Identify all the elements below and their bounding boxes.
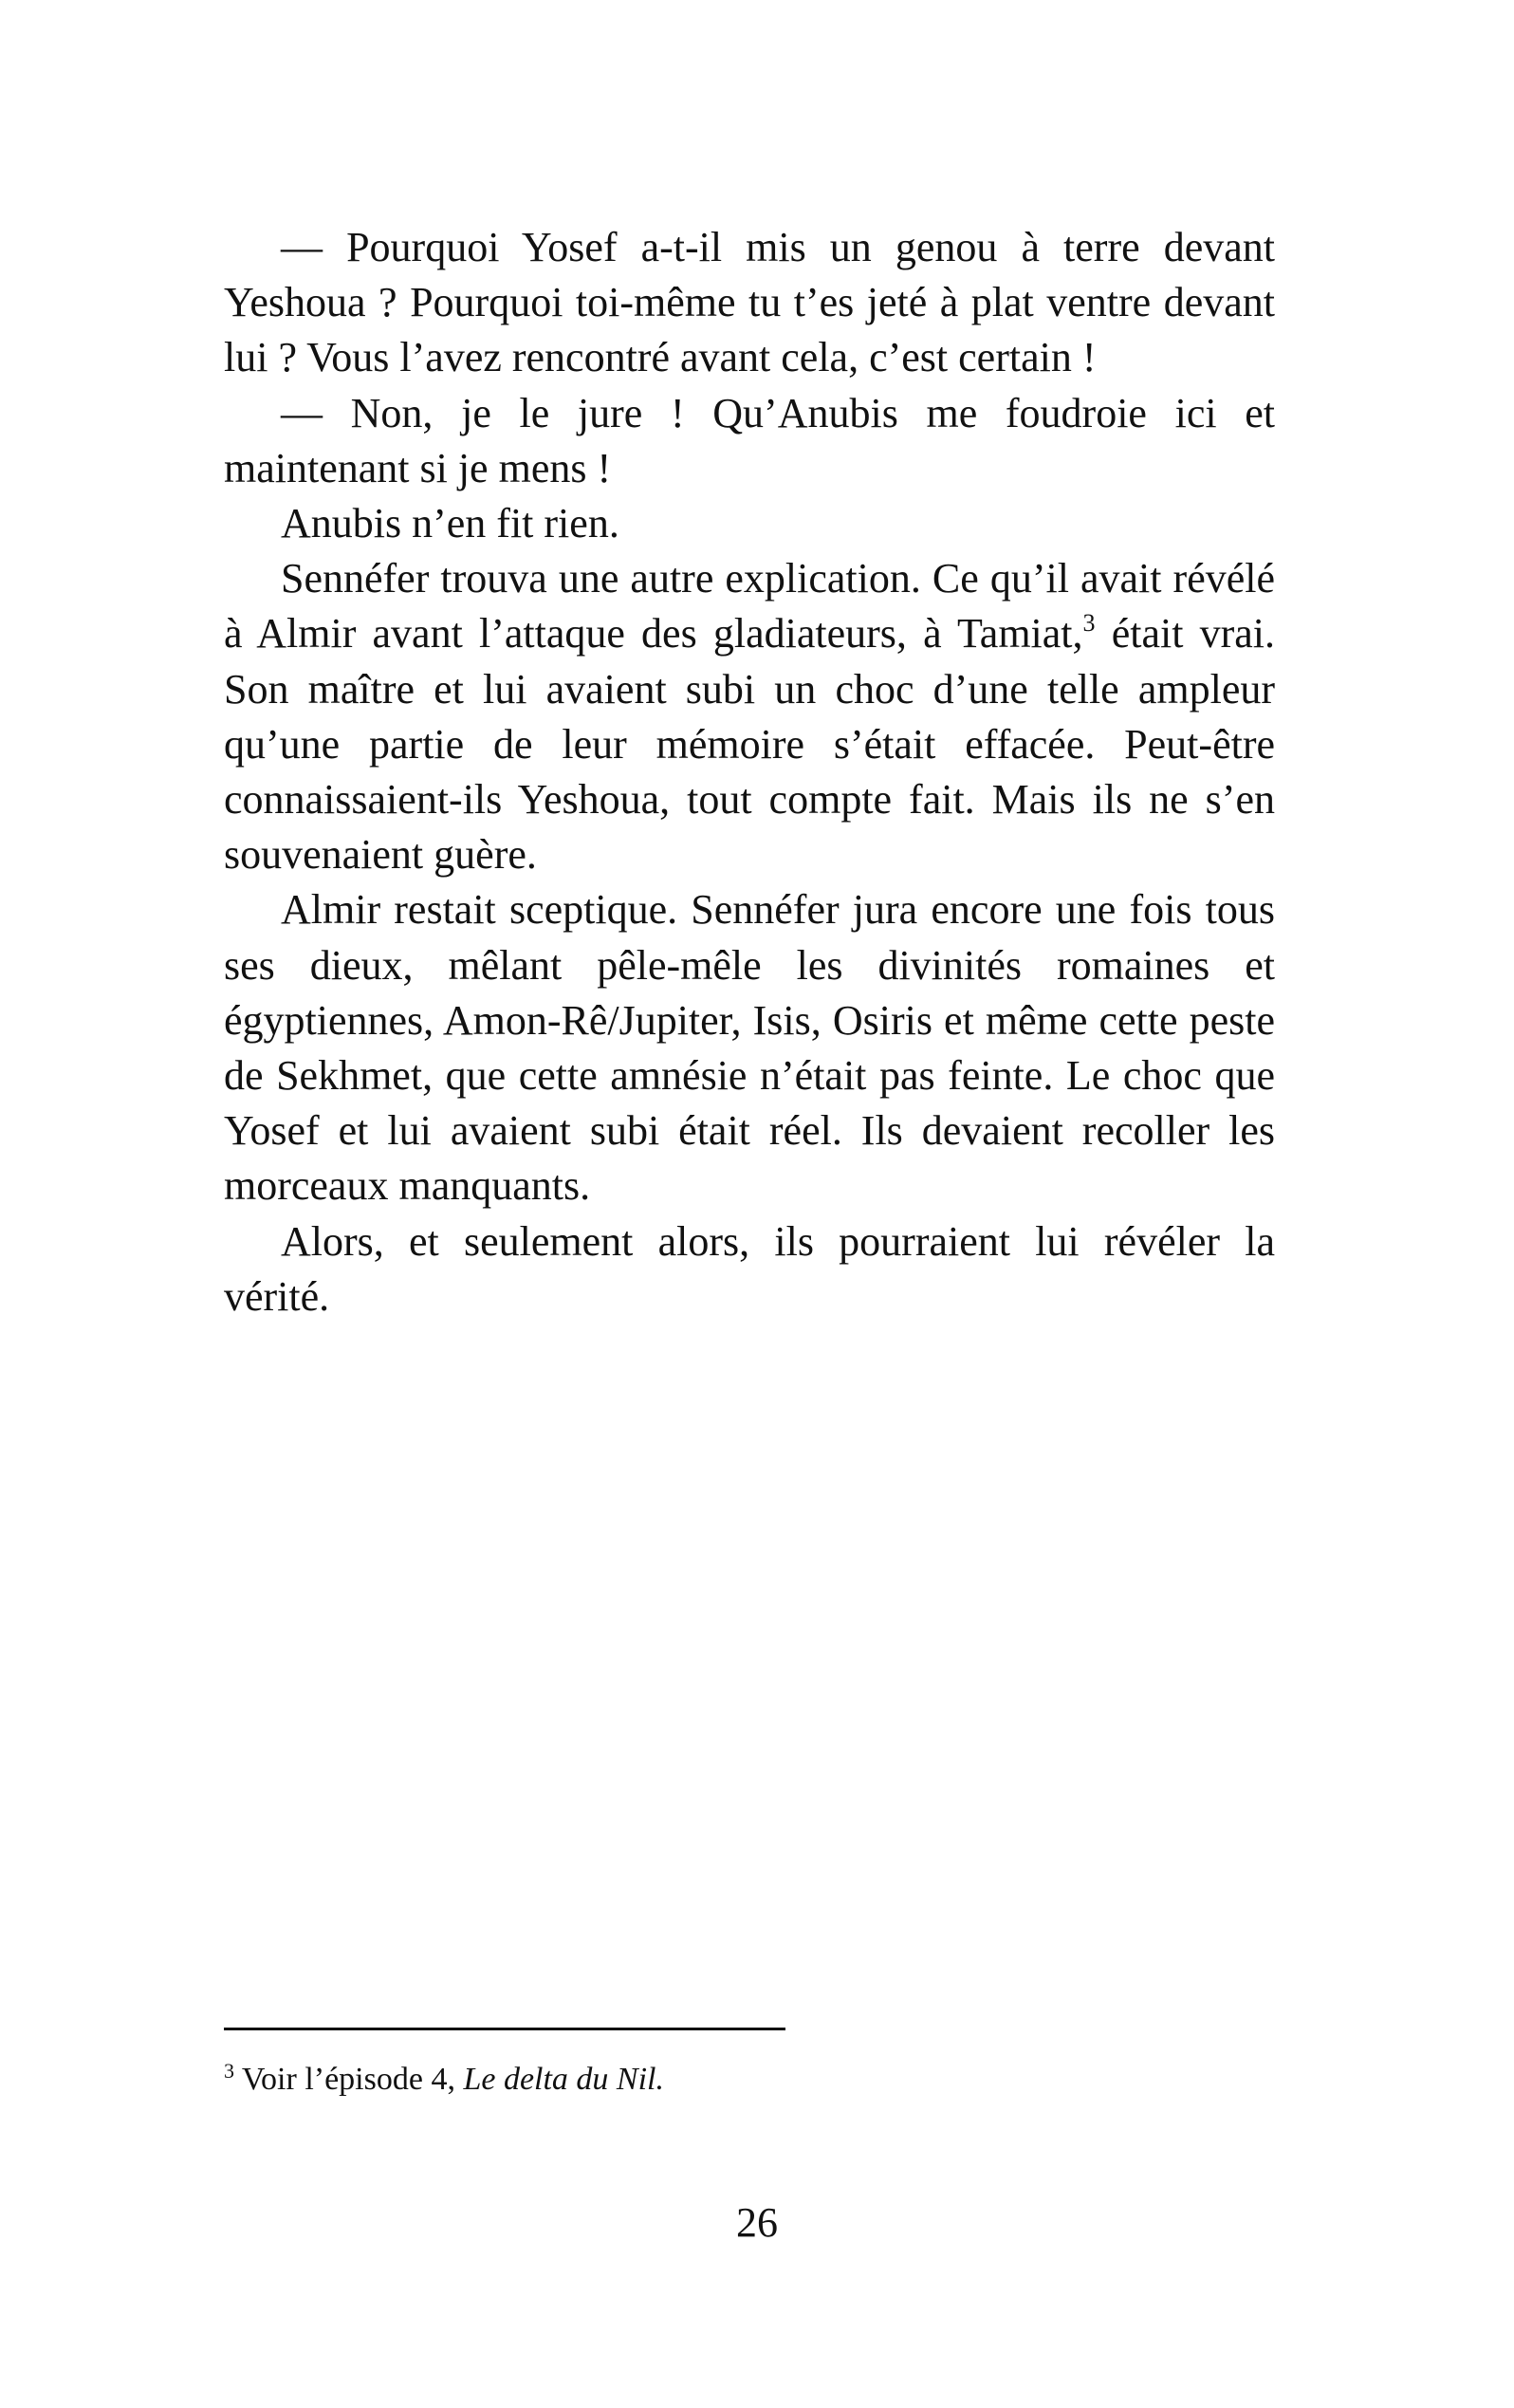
- footnote-title: Le delta du Nil.: [463, 2062, 665, 2097]
- page-number: 26: [736, 2199, 778, 2246]
- paragraph: [224, 551, 1275, 882]
- paragraph: Almir restait sceptique. Sennéfer jura encore une fois tous ses dieux, mêlant pêle-mêle les divinités romaines et égyptiennes, Amon-Rê/Jupiter, Isis, Osiris et même cette peste de Sekhmet, que cette amnésie n’était pas feinte. Le choc que Yosef et lui avaient subi était réel. Ils devaient recoller les morceaux manquants.: [224, 886, 1275, 1210]
- footnote-number: 3: [224, 2059, 234, 2083]
- footnote-reference: 3: [1082, 609, 1096, 638]
- paragraph-text: Sennéfer trouva une autre explication. Ce qu’il avait révélé à Almir avant l’attaque des gladiateurs, à Tamiat,: [224, 555, 1275, 658]
- footnote-divider: [224, 2028, 785, 2030]
- paragraph: Anubis n’en fit rien.: [281, 500, 619, 547]
- paragraph: Alors, et seulement alors, ils pourraient lui révéler la vérité.: [224, 1217, 1275, 1320]
- paragraph: — Pourquoi Yosef a-t-il mis un genou à terre devant Yeshoua ? Pourquoi toi-même tu t’es jeté à plat ventre devant lui ? Vous l’avez rencontré avant cela, c’est certain !: [224, 224, 1275, 381]
- footnote-text: Voir l’épisode 4,: [234, 2062, 464, 2097]
- body-text: [224, 220, 1275, 1324]
- paragraph-text: était vrai. Son maître et lui avaient subi un choc d’une telle ampleur qu’une partie de leur mémoire s’était effacée. Peut-être connaissaient-ils Yeshoua, tout compte fait. Mais ils ne s’en souvenaient guère.: [224, 610, 1275, 879]
- footnote: [224, 2059, 1275, 2101]
- paragraph: — Non, je le jure ! Qu’Anubis me foudroie ici et maintenant si je mens !: [224, 389, 1275, 491]
